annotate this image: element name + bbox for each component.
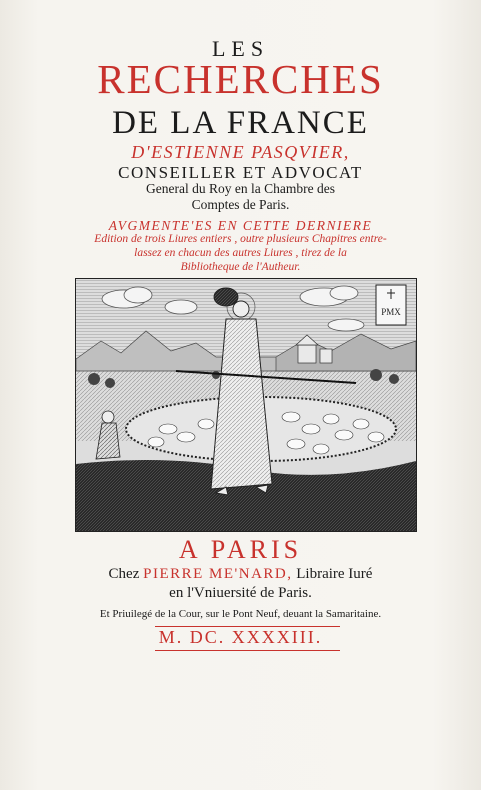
- imprint-city: A PARIS: [178, 535, 303, 564]
- title-les: LES: [211, 36, 270, 61]
- good-shepherd-engraving: [75, 278, 417, 532]
- privilege-line: Et Priuilegé de la Cour, sur le Pont Neuf, deuant la Samaritaine.: [99, 608, 382, 620]
- monogram-box: [376, 285, 406, 325]
- imprint-university: en l'Vniuersité de Paris.: [169, 585, 312, 601]
- lamb-on-shoulders: [214, 288, 238, 306]
- edition-note-line-2: lassez en chacun des autres Liures , tirez de la: [134, 247, 347, 259]
- author-office-line-1: General du Roy en la Chambre des: [146, 181, 335, 196]
- author-office-line-2: Comptes de Paris.: [191, 197, 290, 212]
- date-rule-bottom: [155, 650, 340, 651]
- monogram-text: PMX: [381, 307, 401, 317]
- title-recherches: RECHERCHES: [97, 56, 384, 102]
- publication-date: M. DC. XXXXIII.: [158, 627, 323, 647]
- edition-note-line-1: Edition de trois Liures entiers , outre plusieurs Chapitres entre-: [94, 233, 387, 245]
- publisher-role: Libraire Iuré: [296, 566, 373, 582]
- edition-note-line-3: Bibliotheque de l'Autheur.: [180, 261, 301, 273]
- author-title: CONSEILLER ET ADVOCAT: [118, 163, 363, 182]
- imprint-chez: Chez: [108, 566, 140, 582]
- publisher-name: PIERRE ME'NARD,: [143, 566, 293, 582]
- title-de-la-france: DE LA FRANCE: [112, 105, 369, 141]
- augmented-heading: AVGMENTE'ES EN CETTE DERNIERE: [108, 218, 373, 233]
- author-name: D'ESTIENNE PASQVIER,: [131, 142, 350, 162]
- imprint-publisher-line: [0, 566, 481, 583]
